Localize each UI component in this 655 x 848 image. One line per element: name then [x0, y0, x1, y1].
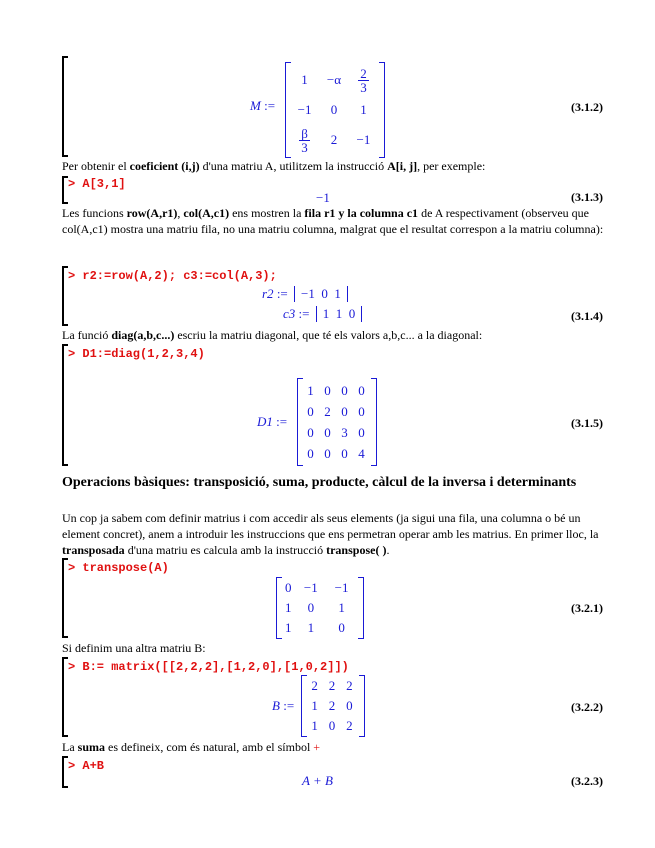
eq315-lhs: D1 := — [257, 414, 288, 429]
matrix-M: 1 −α $\frac{2}{3}$ −1 0 1 $\frac{\beta}{3}$ 2 −1 — [297, 65, 371, 155]
paragraph-define-B: Si definim una altra matriu B: — [62, 641, 206, 655]
paragraph-sum: La suma es defineix, com és natural, amb el símbol + — [62, 740, 321, 754]
output-313: −1 — [316, 190, 330, 205]
input-command-314[interactable]: > r2:=row(A,2); c3:=col(A,3); — [68, 269, 277, 283]
paragraph-transpose: Un cop ja sabem com definir matrius i com accedir als seus elements (ja sigui una fila, una columna o bé un element concret), anem a introduir les instruccions que ens permetran operar amb les matrius. En primer lloc, la transposada d'una matriu es calcula amb la instrucció transpose( ). — [62, 511, 599, 557]
output-323: A + B — [302, 773, 333, 788]
fraction: $\frac{2}{3}$ — [360, 65, 367, 95]
equation-number-315: (3.1.5) — [571, 416, 603, 430]
matrix-D1: 1 0 0 0 0 2 0 0 0 0 3 0 0 0 0 4 — [307, 382, 365, 461]
input-command-322[interactable]: > B:= matrix([[2,2,2],[1,2,0],[1,0,2]]) — [68, 660, 349, 674]
plus-symbol: + — [313, 740, 321, 754]
group-bracket-314 — [62, 266, 64, 326]
input-command-321[interactable]: > transpose(A) — [68, 561, 169, 575]
matrix-B: 2 2 2 1 2 0 1 0 2 — [311, 678, 353, 733]
group-bracket-313 — [62, 176, 64, 204]
paragraph-diag: La funció diag(a,b,c...) escriu la matriu diagonal, que té els valors a,b,c... a la diagonal: — [62, 328, 483, 342]
group-bracket-312 — [62, 56, 64, 157]
group-bracket-321 — [62, 558, 64, 638]
section-heading: Operacions bàsiques: transposició, suma, producte, càlcul de la inversa i determinants — [62, 475, 577, 490]
group-bracket-315 — [62, 344, 64, 466]
matrix-transpose: 0 −1 −1 1 0 1 1 1 0 — [284, 580, 349, 635]
equation-number-323: (3.2.3) — [571, 774, 603, 788]
group-bracket-323 — [62, 756, 64, 788]
output-314-c3: c3 := 1 1 0 — [283, 306, 362, 322]
equation-number-314: (3.1.4) — [571, 309, 603, 323]
equation-number-313: (3.1.3) — [571, 190, 603, 204]
input-command-323[interactable]: > A+B — [68, 759, 105, 773]
equation-number-322: (3.2.2) — [571, 700, 603, 714]
eq312-lhs: M := — [250, 98, 276, 113]
equation-number-321: (3.2.1) — [571, 601, 603, 615]
input-command-315[interactable]: > D1:=diag(1,2,3,4) — [68, 347, 205, 361]
equation-number-312: (3.1.2) — [571, 100, 603, 114]
fraction: $\frac{\beta}{3}$ — [301, 125, 308, 155]
output-314-r2: r2 := −1 0 1 — [262, 286, 348, 302]
eq322-lhs: B := — [272, 698, 295, 713]
input-command-313[interactable]: > A[3,1] — [68, 177, 126, 191]
paragraph-row-col: Les funcions row(A,r1), col(A,c1) ens mostren la fila r1 y la columna c1 de A respectivament (observeu que col(A,c1) mostra una matriu fila, no una matriu columna, malgrat que el resultat correspon a la matriu columna): — [62, 206, 604, 236]
paragraph-coefficient: Per obtenir el coeficient (i,j) d'una matriu A, utilitzem la instrucció A[i, j], per exemple: — [62, 159, 486, 173]
group-bracket-322 — [62, 657, 64, 737]
